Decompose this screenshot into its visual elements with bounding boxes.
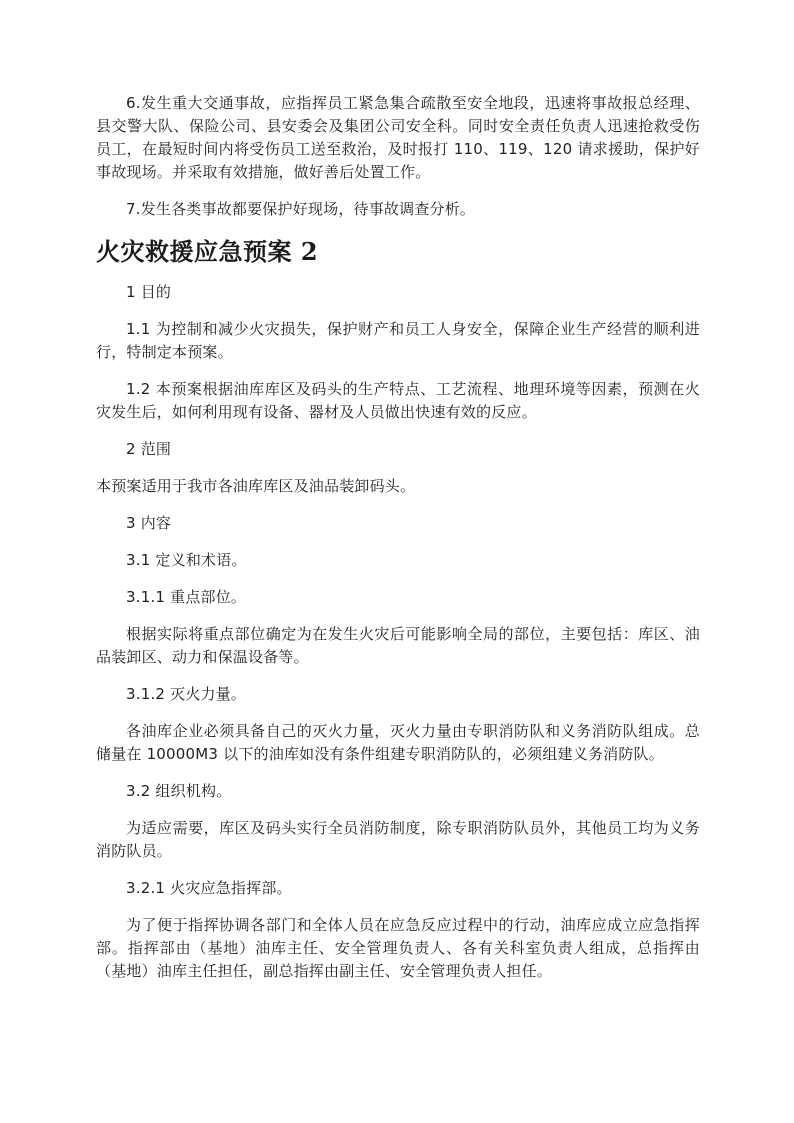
section-3-1-1-title: 3.1.1 重点部位。 — [126, 588, 247, 606]
section-2-text: 本预案适用于我市各油库库区及油品装卸码头。 — [96, 477, 416, 495]
section-1-1-text: 1.1 为控制和减少火灾损失，保护财产和员工人身安全，保障企业生产经营的顺利进行，特制定本预案。 — [96, 320, 700, 361]
section-3-2-1-title: 3.2.1 火灾应急指挥部。 — [126, 879, 292, 897]
section-3-title: 3 内容 — [126, 514, 172, 532]
section-1-title: 1 目的 — [126, 283, 172, 301]
section-2-title: 2 范围 — [126, 440, 172, 458]
paragraph-item-6: 6.发生重大交通事故，应指挥员工紧急集合疏散至安全地段，迅速将事故报总经理、县交警大队、保险公司、县安委会及集团公司安全科。同时安全责任负责人迅速抢救受伤员工，在最短时间内将受伤员工送至救治，及时报打 110、119、120 请求援助，保护好事故现场。并采取有效措施，做好善后处置工作。 — [96, 94, 700, 181]
section-heading: 火灾救援应急预案 2 — [96, 237, 319, 266]
section-1-2-text: 1.2 本预案根据油库库区及码头的生产特点、工艺流程、地理环境等因素，预测在火灾发生后，如何利用现有设备、器材及人员做出快速有效的反应。 — [96, 380, 700, 421]
section-3-2-1-text: 为了便于指挥协调各部门和全体人员在应急反应过程中的行动，油库应成立应急指挥部。指挥部由（基地）油库主任、安全管理负责人、各有关科室负责人组成，总指挥由（基地）油库主任担任，副总指挥由副主任、安全管理负责人担任。 — [96, 916, 700, 980]
section-3-1-2-text: 各油库企业必须具备自己的灭火力量，灭火力量由专职消防队和义务消防队组成。总储量在 10000M3 以下的油库如没有条件组建专职消防队的，必须组建义务消防队。 — [96, 722, 700, 763]
document-body — [96, 92, 700, 997]
paragraph-item-7: 7.发生各类事故都要保护好现场，待事故调查分析。 — [126, 200, 476, 218]
section-3-1-title: 3.1 定义和术语。 — [126, 551, 247, 569]
section-3-1-2-title: 3.1.2 灭火力量。 — [126, 685, 247, 703]
section-3-2-text: 为适应需要，库区及码头实行全员消防制度，除专职消防队员外，其他员工均为义务消防队员。 — [96, 819, 700, 860]
section-3-2-title: 3.2 组织机构。 — [126, 782, 232, 800]
section-3-1-1-text: 根据实际将重点部位确定为在发生火灾后可能影响全局的部位，主要包括：库区、油品装卸区、动力和保温设备等。 — [96, 625, 700, 666]
